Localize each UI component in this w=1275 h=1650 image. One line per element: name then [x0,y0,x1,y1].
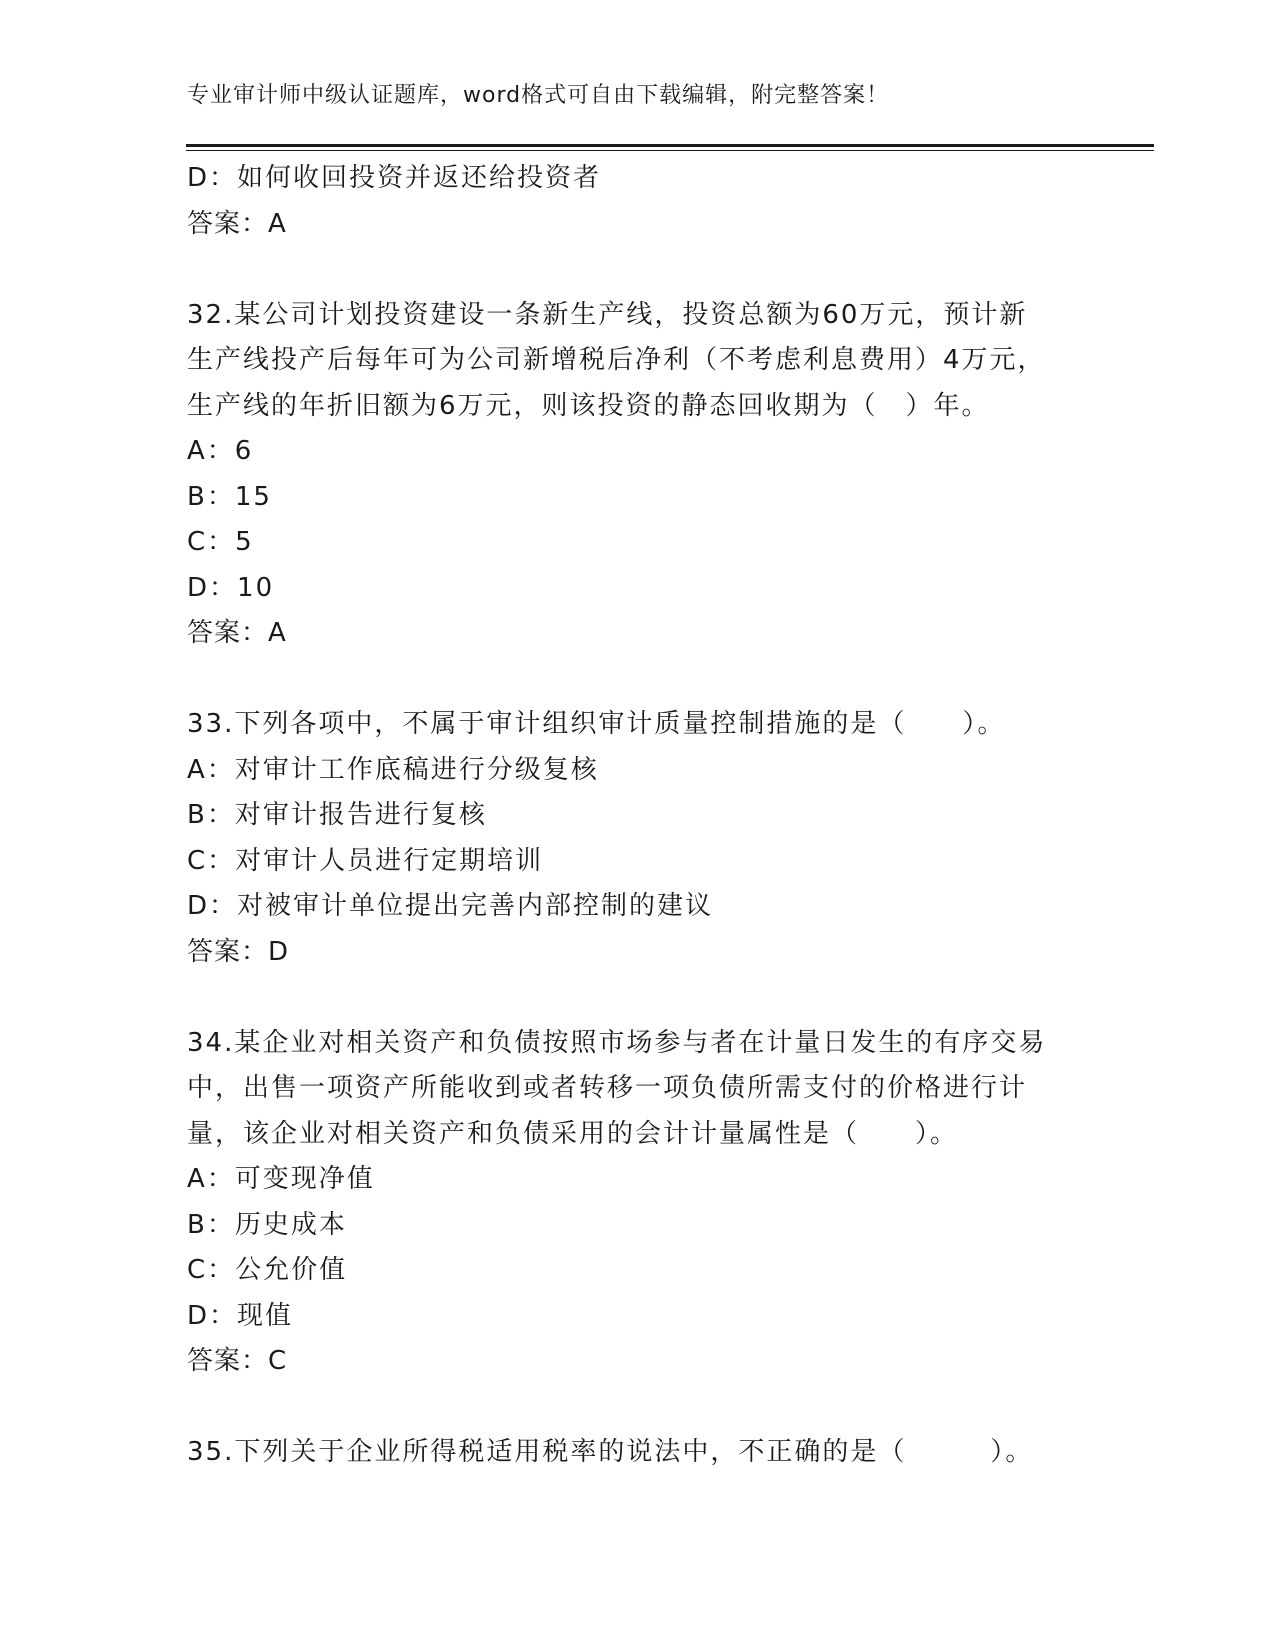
question-34 [187,1021,1087,1385]
option-a: A：可变现净值 [187,1164,375,1194]
spacer [187,657,1087,703]
header-rule-thick [186,144,1154,147]
option-b: B：对审计报告进行复核 [187,800,487,830]
question-stem-line: 生产线的年折旧额为6万元，则该投资的静态回收期为（ ）年。 [187,390,990,421]
option-c: C：5 [187,527,254,557]
question-stem-line: 中，出售一项资产所能收到或者转移一项负债所需支付的价格进行计 [187,1073,1028,1103]
spacer [187,1385,1087,1431]
question-stem-line: 35.下列关于企业所得税适用税率的说法中，不正确的是（ ）。 [187,1437,1034,1467]
question-33 [187,702,1087,975]
option-d: D：10 [187,572,275,603]
page-header-text: 专业审计师中级认证题库，word格式可自由下载编辑，附完整答案！ [187,83,890,108]
question-35 [187,1430,1087,1476]
prev-question-option-d: D：如何收回投资并返还给投资者 [187,163,602,193]
spacer [187,975,1087,1021]
answer-line: 答案：C [187,1346,288,1376]
prev-question-answer: 答案：A [187,208,287,239]
option-b: B：15 [187,481,272,512]
question-content [187,156,1087,1476]
spacer [187,247,1087,293]
option-c: C：对审计人员进行定期培训 [187,845,544,876]
question-stem-line: 32.某公司计划投资建设一条新生产线，投资总额为60万元，预计新 [187,299,1028,330]
option-d: D：现值 [187,1300,294,1331]
option-b: B：历史成本 [187,1209,347,1240]
answer-line: 答案：A [187,618,287,648]
question-32 [187,293,1087,657]
option-d: D：对被审计单位提出完善内部控制的建议 [187,891,714,921]
question-stem-line: 33.下列各项中，不属于审计组织审计质量控制措施的是（ ）。 [187,709,1006,739]
header-rule-thin [186,150,1154,151]
answer-line: 答案：D [187,936,290,967]
question-stem-line: 生产线投产后每年可为公司新增税后净利（不考虑利息费用）4万元， [187,345,1046,375]
option-c: C：公允价值 [187,1255,348,1285]
question-stem-line: 34.某企业对相关资产和负债按照市场参与者在计量日发生的有序交易 [187,1027,1047,1058]
option-a: A：对审计工作底稿进行分级复核 [187,754,599,785]
question-stem-line: 量，该企业对相关资产和负债采用的会计计量属性是（ ）。 [187,1118,959,1149]
option-a: A：6 [187,436,254,466]
